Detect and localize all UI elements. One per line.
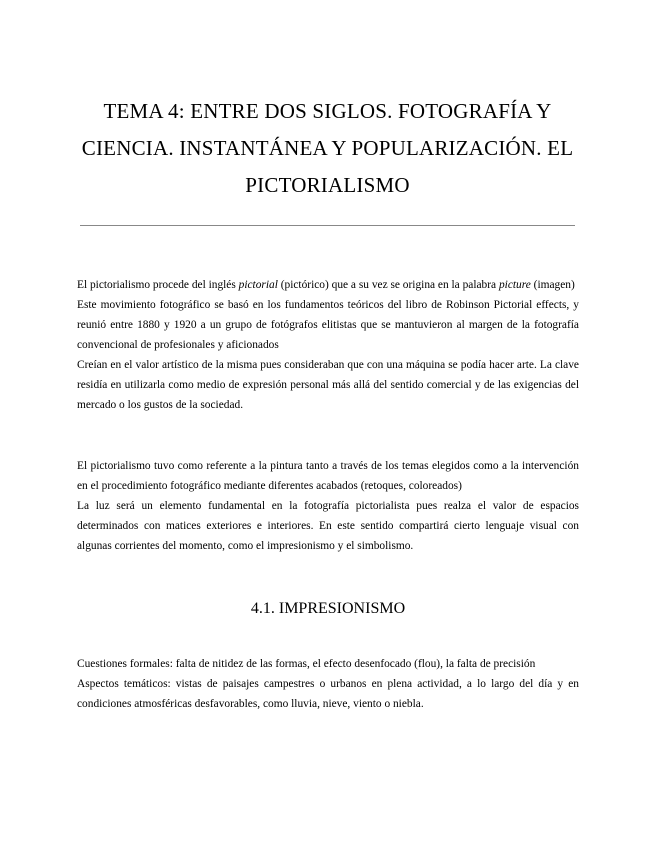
references-block	[77, 456, 579, 556]
references-paragraph-light: La luz será un elemento fundamental en la fotografía pictorialista pues realza el valor de espacios determinados con matices exteriores e interiores. En este sentido compartirá cierto lenguaje visual con algunas corrientes del momento, como el impresionismo y el simbolismo.	[77, 500, 579, 552]
intro-paragraph-origin	[77, 275, 579, 295]
impresionismo-paragraph-formal: Cuestiones formales: falta de nitidez de las formas, el efecto desenfocado (flou), la falta de precisión	[77, 658, 536, 670]
intro-paragraph-artistic-value: Creían en el valor artístico de la misma pues consideraban que con una máquina se podía hacer arte. La clave residía en utilizarla como medio de expresión personal más allá del sentido comercial y de las exigencias del mercado o los gustos de la sociedad.	[77, 359, 579, 411]
intro-block	[77, 275, 579, 415]
section-heading-impresionismo: 4.1. IMPRESIONISMO	[250, 600, 406, 617]
term-picture: picture	[498, 279, 531, 291]
intro-paragraph-movement: Este movimiento fotográfico se basó en los fundamentos teóricos del libro de Robinson Pictorial effects, y reunió entre 1880 y 1920 a un grupo de fotógrafos elitistas que se mantuvieron al margen de la fotografía convencional de profesionales y aficionados	[77, 299, 579, 351]
title-divider	[80, 225, 575, 226]
origin-text-e: (imagen)	[530, 279, 575, 291]
origin-text-c: (pictórico) que a su vez se origina en la palabra	[277, 279, 499, 291]
term-pictorial: pictorial	[238, 279, 278, 291]
origin-text-a: El pictorialismo procede del inglés	[77, 279, 239, 291]
references-paragraph-painting: El pictorialismo tuvo como referente a la pintura tanto a través de los temas elegidos como a la intervención en el procedimiento fotográfico mediante diferentes acabados (retoques, coloreados)	[77, 460, 579, 492]
impresionismo-paragraph-thematic: Aspectos temáticos: vistas de paisajes campestres o urbanos en plena actividad, a lo largo del día y en condiciones atmosféricas desfavorables, como lluvia, nieve, viento o niebla.	[77, 678, 579, 710]
impresionismo-block	[77, 654, 579, 714]
page-title: TEMA 4: ENTRE DOS SIGLOS. FOTOGRAFÍA Y CIENCIA. INSTANTÁNEA Y POPULARIZACIÓN. EL PICTORIALISMO	[81, 99, 574, 197]
